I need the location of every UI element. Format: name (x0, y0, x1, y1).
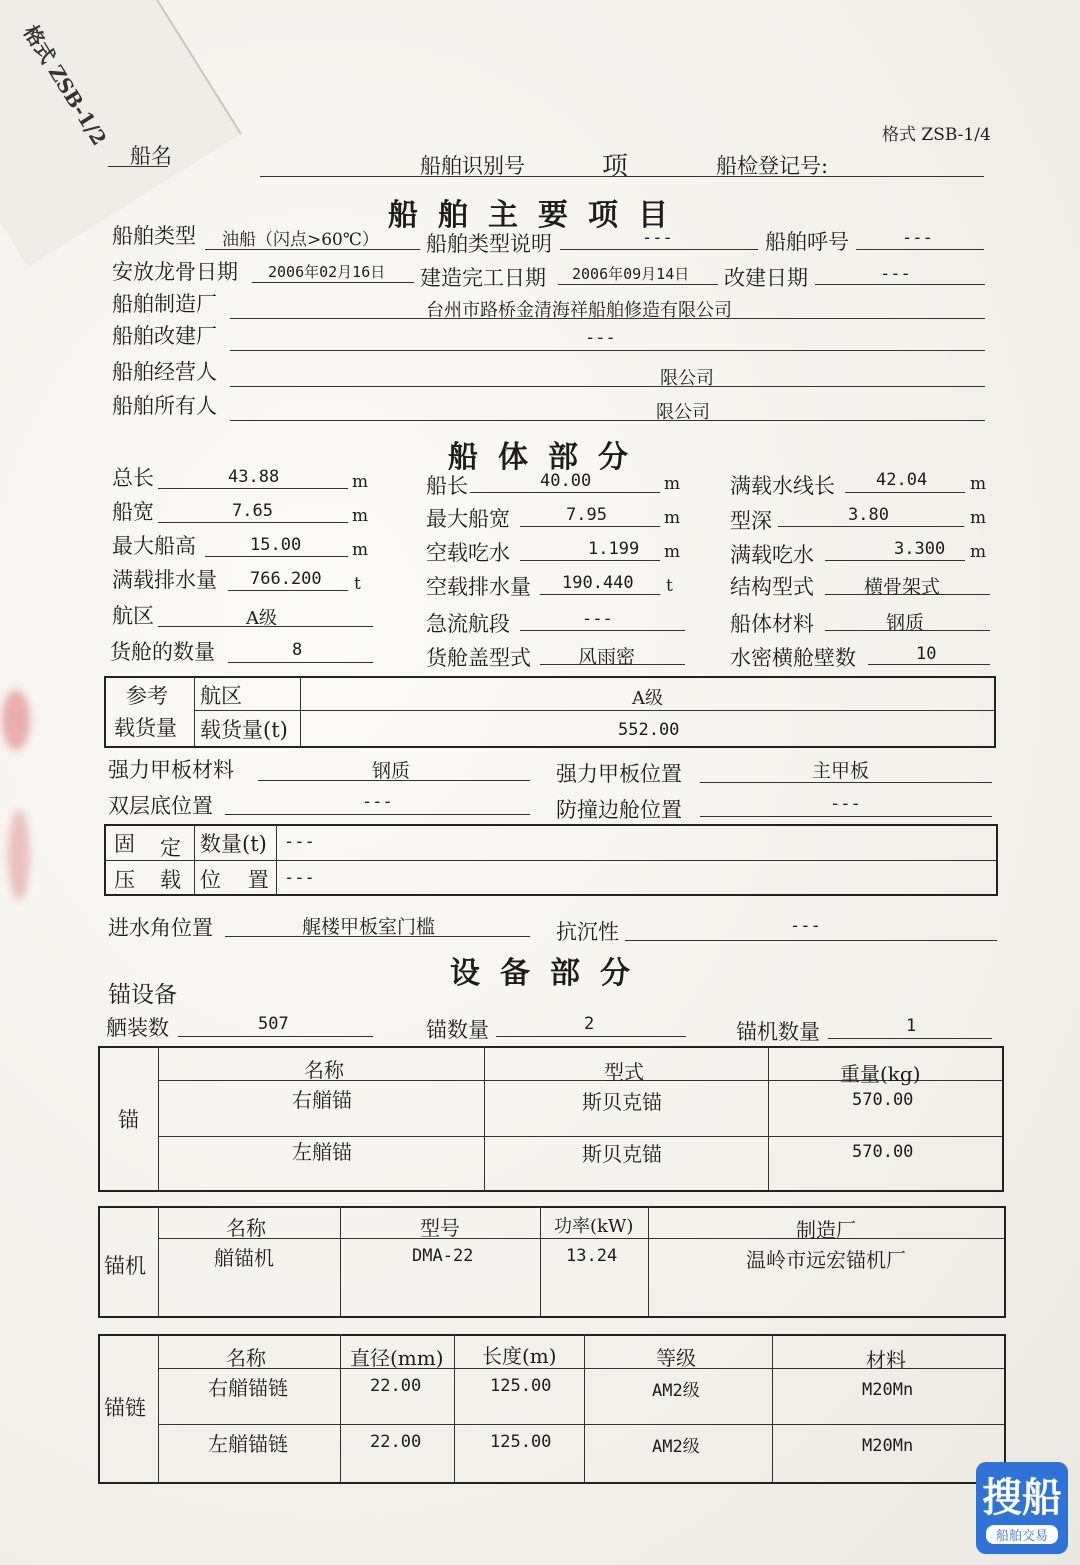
ship-type-desc-label: 船舶类型说明 (426, 232, 552, 256)
unit-m: m (664, 542, 681, 562)
stability-label: 抗沉性 (556, 920, 619, 944)
underline (158, 522, 348, 523)
underline (228, 662, 373, 663)
underline (205, 249, 420, 250)
holds-value: 8 (292, 640, 303, 660)
ref-cargo-row1-label: 航区 (200, 684, 242, 708)
divider (484, 1046, 485, 1190)
unit-m: m (664, 474, 681, 494)
divider (340, 1334, 341, 1482)
divider (158, 1046, 159, 1190)
ballast-label-2a: 压 (114, 868, 135, 892)
underline (625, 940, 997, 941)
wing-tank-value: --- (830, 794, 861, 814)
completion-date-value: 2006年09月14日 (572, 265, 690, 283)
ref-cargo-row2-label: 载货量(t) (200, 718, 288, 742)
anchor-heading: 锚设备 (108, 982, 177, 1008)
wl-length-value: 42.04 (876, 470, 928, 490)
underline (540, 594, 660, 595)
unit-t: t (354, 574, 361, 594)
deck-position-value: 主甲板 (812, 760, 870, 782)
ballast-label-1a: 固 (114, 832, 135, 856)
bulkheads-label: 水密横舱壁数 (730, 646, 856, 670)
depth-value: 3.80 (848, 505, 889, 525)
chain-row2-length: 125.00 (490, 1432, 552, 1452)
rebuild-date-label: 改建日期 (724, 266, 808, 290)
ballast-row1-label: 数量(t) (200, 832, 267, 856)
anchor-row1-weight: 570.00 (852, 1090, 914, 1110)
divider (194, 676, 195, 746)
divider (158, 1334, 159, 1482)
windlass-row1-name: 艏锚机 (214, 1246, 274, 1270)
windlass-col-model: 型号 (420, 1216, 460, 1240)
max-breadth-label: 最大船宽 (426, 507, 510, 531)
watermark-logo (976, 1462, 1068, 1554)
anchor-row2-weight: 570.00 (852, 1142, 914, 1162)
ship-type-label: 船舶类型 (112, 224, 196, 248)
underline (178, 1036, 373, 1037)
red-smudge (2, 690, 30, 750)
underline (230, 420, 985, 421)
windlass-col-maker: 制造厂 (796, 1218, 856, 1242)
call-sign-label: 船舶呼号 (765, 230, 849, 254)
wing-tank-label: 防撞边舱位置 (556, 798, 682, 822)
anchor-count-label: 锚数量 (426, 1018, 489, 1042)
windlass-row1-maker: 温岭市远宏锚机厂 (746, 1248, 906, 1272)
operator-value: 限公司 (660, 368, 714, 389)
operator-label: 船舶经营人 (112, 360, 217, 384)
light-disp-value: 190.440 (562, 573, 634, 593)
underline (470, 492, 660, 493)
chain-row2-name: 左艏锚链 (208, 1432, 288, 1456)
underline (230, 318, 985, 319)
structure-value: 横骨架式 (864, 576, 941, 598)
unit-m: m (352, 506, 369, 526)
divider (194, 824, 195, 894)
unit-m: m (970, 508, 987, 528)
anchor-col-weight: 重量(kg) (840, 1062, 921, 1086)
unit-m: m (352, 472, 369, 492)
divider (158, 1238, 1004, 1239)
underline (825, 560, 965, 561)
underline (700, 782, 992, 783)
underline (700, 816, 992, 817)
full-disp-label: 满载排水量 (112, 568, 217, 592)
divider (158, 1206, 159, 1316)
anchor-col-name: 名称 (304, 1058, 344, 1082)
ref-cargo-row1-value: A级 (632, 688, 663, 709)
corner-form-code: 格式 ZSB-1/2 (18, 20, 112, 150)
length-value: 40.00 (540, 471, 592, 491)
divider (772, 1334, 773, 1482)
chain-row1-diameter: 22.00 (370, 1376, 422, 1396)
anchor-row2-type: 斯贝克锚 (582, 1142, 662, 1166)
anchor-table-side-label: 锚 (118, 1108, 139, 1132)
section-title-equipment: 设备部分 (450, 956, 650, 991)
section-title-hull: 船体部分 (448, 440, 648, 475)
underline (228, 590, 348, 591)
divider (104, 860, 996, 861)
ref-cargo-label-2: 载货量 (114, 716, 177, 740)
flooding-label: 进水角位置 (108, 916, 213, 940)
ref-cargo-row2-value: 552.00 (618, 720, 680, 740)
loa-label: 总长 (112, 466, 154, 490)
ballast-row1-value: --- (284, 832, 315, 852)
owner-label: 船舶所有人 (112, 394, 217, 418)
chain-col-material: 材料 (866, 1348, 906, 1372)
anchor-row1-name: 右艏锚 (292, 1088, 352, 1112)
windlass-count-label: 锚机数量 (736, 1020, 820, 1044)
item-label: 项 (602, 152, 629, 182)
divider (300, 676, 301, 746)
outfit-number-value: 507 (258, 1014, 289, 1034)
underline (828, 1038, 992, 1039)
underline (108, 166, 168, 167)
loa-value: 43.88 (228, 467, 280, 487)
divider (584, 1334, 585, 1482)
depth-label: 型深 (730, 509, 772, 533)
hatch-value: 风雨密 (578, 646, 636, 668)
chain-row1-name: 右艏锚链 (208, 1376, 288, 1400)
ballast-label-1b: 定 (160, 836, 181, 860)
call-sign-value: --- (902, 228, 933, 248)
divider (648, 1206, 649, 1316)
underline (560, 249, 758, 250)
anchor-col-type: 型式 (604, 1060, 644, 1084)
divider (454, 1334, 455, 1482)
watermark-subtitle: 船舶交易 (986, 1525, 1058, 1544)
rebuilder-label: 船舶改建厂 (112, 324, 217, 348)
completion-date-label: 建造完工日期 (420, 266, 546, 290)
chain-row1-grade: AM2级 (652, 1381, 700, 1401)
ship-type-value: 油船（闪点>60℃） (222, 230, 379, 250)
double-bottom-value: --- (362, 792, 393, 812)
ballast-row2-label: 位 置 (200, 868, 269, 892)
ship-name-label: 船名 (130, 144, 172, 168)
chain-row2-material: M20Mn (862, 1436, 914, 1456)
anchor-count-value: 2 (584, 1014, 595, 1034)
rapids-label: 急流航段 (426, 612, 510, 636)
holds-label: 货舱的数量 (110, 640, 215, 664)
divider (540, 1206, 541, 1316)
light-draft-label: 空载吃水 (426, 541, 510, 565)
chain-row2-grade: AM2级 (652, 1437, 700, 1457)
underline (520, 630, 685, 631)
chain-col-diameter: 直径(mm) (350, 1346, 444, 1370)
bulkheads-value: 10 (916, 644, 937, 664)
divider (158, 1136, 1002, 1137)
underline (205, 556, 348, 557)
unit-m: m (664, 508, 681, 528)
unit-m: m (970, 474, 987, 494)
full-disp-value: 766.200 (250, 569, 322, 589)
structure-label: 结构型式 (730, 575, 814, 599)
keel-date-value: 2006年02月16日 (268, 263, 386, 281)
ballast-label-2b: 载 (160, 868, 181, 892)
underline (520, 560, 660, 561)
material-label: 船体材料 (730, 612, 814, 636)
underline (230, 350, 985, 351)
builder-label: 船舶制造厂 (112, 292, 217, 316)
windlass-col-power: 功率(kW) (554, 1216, 634, 1237)
underline (225, 936, 530, 937)
full-draft-value: 3.300 (894, 539, 946, 559)
underline (258, 780, 530, 781)
double-bottom-label: 双层底位置 (108, 794, 213, 818)
divider (276, 824, 277, 894)
length-label: 船长 (426, 474, 468, 498)
ship-id-label: 船舶识别号 (420, 154, 525, 178)
anchor-row2-name: 左艏锚 (292, 1140, 352, 1164)
underline (158, 488, 348, 489)
underline (520, 526, 660, 527)
chain-row1-length: 125.00 (490, 1376, 552, 1396)
underline (260, 176, 984, 177)
underline (825, 630, 990, 631)
underline (778, 526, 964, 527)
underline (845, 492, 965, 493)
deck-position-label: 强力甲板位置 (556, 762, 682, 786)
outfit-number-label: 舾装数 (106, 1016, 169, 1040)
nav-area-label: 航区 (112, 604, 154, 628)
unit-t: t (666, 576, 673, 596)
anchor-row1-type: 斯贝克锚 (582, 1090, 662, 1114)
rebuilder-value: --- (585, 328, 616, 348)
ref-cargo-label-1: 参考 (126, 684, 168, 708)
underline (252, 282, 414, 283)
light-disp-label: 空载排水量 (426, 575, 531, 599)
deck-material-value: 钢质 (372, 760, 411, 782)
full-draft-label: 满载吃水 (730, 543, 814, 567)
rebuild-date-value: --- (880, 264, 911, 284)
divider (194, 710, 994, 711)
unit-m: m (352, 540, 369, 560)
underline (540, 664, 685, 665)
stability-value: --- (790, 916, 821, 936)
windlass-row1-model: DMA-22 (412, 1246, 474, 1266)
owner-value: 限公司 (656, 402, 710, 423)
watermark-title: 搜船 (982, 1475, 1062, 1521)
underline (496, 1036, 686, 1037)
underline (856, 249, 984, 250)
chain-row1-material: M20Mn (862, 1380, 914, 1400)
breadth-label: 船宽 (112, 500, 154, 524)
material-value: 钢质 (886, 612, 925, 634)
unit-m: m (970, 542, 987, 562)
breadth-value: 7.65 (232, 501, 273, 521)
underline (815, 284, 985, 285)
divider (158, 1424, 1004, 1425)
underline (158, 626, 373, 627)
windlass-table-side-label: 锚机 (104, 1254, 146, 1278)
flooding-value: 艉楼甲板室门槛 (302, 916, 436, 938)
light-draft-value: 1.199 (588, 539, 640, 559)
max-height-label: 最大船高 (112, 534, 196, 558)
form-code: 格式 ZSB-1/4 (882, 125, 991, 145)
underline (825, 594, 990, 595)
windlass-row1-power: 13.24 (566, 1246, 618, 1266)
underline (230, 386, 985, 387)
underline (868, 664, 990, 665)
ballast-row2-value: --- (284, 868, 315, 888)
windlass-col-name: 名称 (226, 1216, 266, 1240)
divider (768, 1046, 769, 1190)
chain-row2-diameter: 22.00 (370, 1432, 422, 1452)
wl-length-label: 满载水线长 (730, 474, 835, 498)
chain-col-name: 名称 (226, 1346, 266, 1370)
max-height-value: 15.00 (250, 535, 302, 555)
chain-table-side-label: 锚链 (104, 1396, 146, 1420)
red-smudge (8, 810, 30, 900)
deck-material-label: 强力甲板材料 (108, 758, 234, 782)
nav-area-value: A级 (246, 608, 277, 629)
underline (558, 284, 718, 285)
builder-value: 台州市路桥金清海祥船舶修造有限公司 (426, 300, 732, 321)
reg-no-label: 船检登记号: (716, 154, 829, 178)
ship-type-desc-value: --- (642, 228, 673, 248)
chain-col-length: 长度(m) (482, 1344, 557, 1368)
windlass-count-value: 1 (906, 1016, 917, 1036)
chain-col-grade: 等级 (656, 1346, 696, 1370)
rapids-value: --- (582, 609, 613, 629)
hatch-label: 货舱盖型式 (426, 646, 531, 670)
underline (225, 814, 530, 815)
section-title-main: 船舶主要项目 (388, 198, 688, 233)
max-breadth-value: 7.95 (566, 505, 607, 525)
divider (340, 1206, 341, 1316)
keel-date-label: 安放龙骨日期 (112, 260, 238, 284)
